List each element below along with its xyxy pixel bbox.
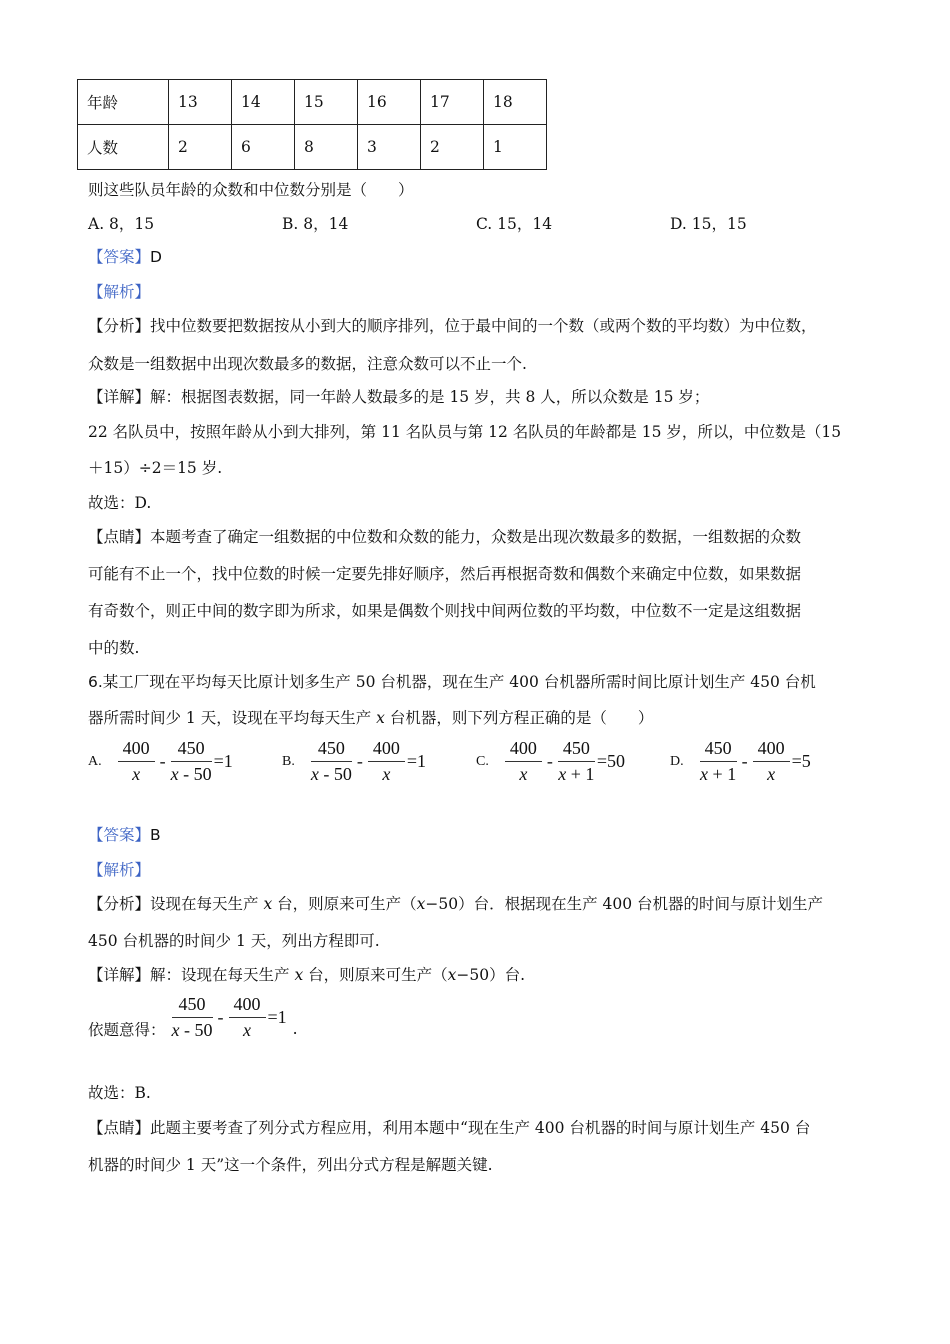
- q6-option-b: B. $\frac{450}{x - 50}$ - $\frac{400}{x}$ =1: [282, 738, 426, 784]
- q6-option-c: C. $\frac{400}{x}$ - $\frac{450}{x + 1}$ =50: [476, 738, 625, 784]
- table-cell: 2: [169, 125, 232, 170]
- table-row: [78, 80, 547, 125]
- q6-line-1: 6.某工厂现在平均每天比原计划多生产 50 台机器，现在生产 400 台机器所需时间比原计划生产 450 台机: [88, 673, 816, 691]
- table-cell: 13: [169, 80, 232, 125]
- table-cell: 1: [484, 125, 547, 170]
- table-header-age: 年龄: [78, 80, 169, 125]
- table-cell: 18: [484, 80, 547, 125]
- q5-fenxi-line-1: 【分析】找中位数要把数据按从小到大的顺序排列，位于最中间的一个数（或两个数的平均数）为中位数，: [88, 317, 817, 335]
- fraction: $\frac{450}{x - 50}$: [171, 994, 213, 1040]
- table-header-count: 人数: [78, 125, 169, 170]
- q6-dianjing-line-1: 【点睛】此题主要考查了列分式方程应用，利用本题中“现在生产 400 台机器的时间与原计划生产 450 台: [88, 1119, 811, 1137]
- fraction: $\frac{450}{x + 1}$: [700, 738, 737, 784]
- fraction: $\frac{450}{x + 1}$: [558, 738, 595, 784]
- table-cell: 15: [295, 80, 358, 125]
- q6-choose: 故选：B.: [88, 1084, 151, 1102]
- table-cell: 3: [358, 125, 421, 170]
- q5-option-d: D. 15，15: [670, 215, 747, 233]
- fenxi-tag: 【分析】: [88, 895, 151, 913]
- table-cell: 8: [295, 125, 358, 170]
- q5-option-a: A. 8，15: [88, 215, 155, 233]
- fraction: $\frac{400}{x}$: [229, 994, 266, 1041]
- fenxi-tag: 【分析】: [88, 317, 151, 335]
- table-row: [78, 125, 547, 170]
- answer-tag: 【答案】: [88, 248, 151, 266]
- q6-fenxi-line-2: 450 台机器的时间少 1 天，列出方程即可.: [88, 932, 380, 950]
- fraction: $\frac{400}{x}$: [753, 738, 790, 785]
- q5-xiangjie-line-3: ＋15）÷2＝15 岁.: [88, 459, 223, 477]
- analysis-tag: 【解析】: [88, 283, 151, 301]
- q6-answer: [88, 823, 161, 845]
- fraction: $\frac{400}{x}$: [118, 738, 155, 785]
- table-cell: 16: [358, 80, 421, 125]
- q6-xiangjie-line-1: 【详解】解：设现在每天生产 x 台，则原来可生产（x−50）台.: [88, 966, 526, 984]
- q5-question: 则这些队员年龄的众数和中位数分别是（ ）: [88, 181, 414, 199]
- q5-answer: [88, 245, 162, 267]
- q5-dianjing-line-4: 中的数.: [88, 639, 140, 657]
- q5-xiangjie-line-2: 22 名队员中，按照年龄从小到大排列，第 11 名队员与第 12 名队员的年龄都是 15 岁，所以，中位数是（15: [88, 423, 842, 441]
- q6-option-a: A. $\frac{400}{x}$ - $\frac{450}{x - 50}$ =1: [88, 738, 233, 784]
- q6-dianjing-line-2: 机器的时间少 1 天”这一个条件，列出分式方程是解题关键.: [88, 1156, 493, 1174]
- analysis-tag: 【解析】: [88, 861, 151, 879]
- fraction: $\frac{400}{x}$: [368, 738, 405, 785]
- age-count-table: [77, 79, 547, 170]
- q5-xiangjie-line-1: 【详解】解：根据图表数据，同一年龄人数最多的是 15 岁，共 8 人，所以众数是 15 岁；: [88, 388, 710, 406]
- fraction: $\frac{400}{x}$: [505, 738, 542, 785]
- xiangjie-tag: 【详解】: [88, 388, 151, 406]
- fraction: $\frac{450}{x - 50}$: [310, 738, 352, 784]
- answer-value: D: [150, 248, 162, 266]
- answer-value: B: [150, 826, 161, 844]
- q6-fenxi-line-1: 【分析】设现在每天生产 x 台，则原来可生产（x−50）台．根据现在生产 400 台机器的时间与原计划生产: [88, 895, 824, 913]
- q5-option-c: C. 15，14: [476, 215, 553, 233]
- q5-dianjing-line-1: 【点睛】本题考查了确定一组数据的中位数和众数的能力，众数是出现次数最多的数据，一组数据的众数: [88, 528, 802, 546]
- dianjing-tag: 【点睛】: [88, 528, 151, 546]
- q5-choose: 故选：D.: [88, 494, 152, 512]
- fraction: $\frac{450}{x - 50}$: [170, 738, 212, 784]
- table-cell: 6: [232, 125, 295, 170]
- question-number: 6.: [88, 673, 103, 691]
- dianjing-tag: 【点睛】: [88, 1119, 151, 1137]
- answer-tag: 【答案】: [88, 826, 151, 844]
- table-cell: 14: [232, 80, 295, 125]
- xiangjie-tag: 【详解】: [88, 966, 151, 984]
- q5-dianjing-line-2: 可能有不止一个，找中位数的时候一定要先排好顺序，然后再根据奇数和偶数个来确定中位数，如果数据: [88, 565, 802, 583]
- table-cell: 17: [421, 80, 484, 125]
- q6-line-2: 器所需时间少 1 天，设现在平均每天生产 x 台机器，则下列方程正确的是（ ）: [88, 709, 654, 727]
- q5-dianjing-line-3: 有奇数个，则正中间的数字即为所求，如果是偶数个则找中间两位数的平均数，中位数不一定是这组数据: [88, 602, 802, 620]
- table-cell: 2: [421, 125, 484, 170]
- q5-fenxi-line-2: 众数是一组数据中出现次数最多的数据，注意众数可以不止一个.: [88, 355, 527, 373]
- q6-option-d: D. $\frac{450}{x + 1}$ - $\frac{400}{x}$ =5: [670, 738, 811, 784]
- q5-option-b: B. 8，14: [282, 215, 349, 233]
- q6-equation: 依题意得： $\frac{450}{x - 50}$ - $\frac{400}{x}$ =1 .: [88, 994, 298, 1040]
